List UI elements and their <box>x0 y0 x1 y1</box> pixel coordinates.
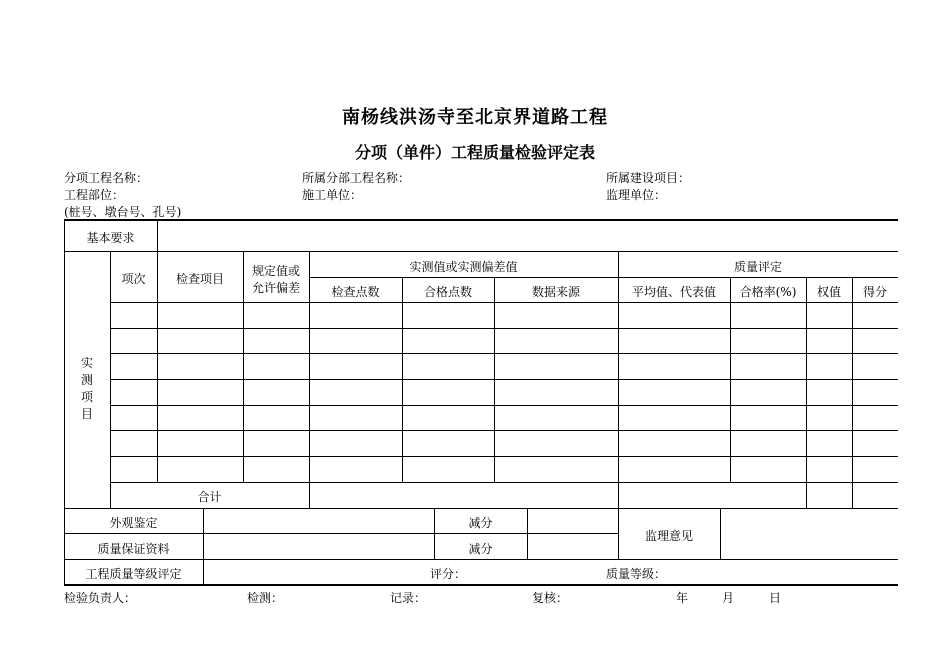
item-name-label: 分项工程名称： <box>64 171 149 185</box>
total-label: 合计 <box>197 490 222 504</box>
basic-requirements-label: 基本要求 <box>86 231 135 245</box>
score-label: 评分： <box>430 567 467 581</box>
tester-label: 检测： <box>247 591 284 605</box>
quality-grade-label: 质量等级： <box>606 567 667 581</box>
grade-evaluation-label: 工程质量等级评定 <box>85 567 182 581</box>
day-label: 日 <box>769 591 782 605</box>
quality-docs-label: 质量保证资料 <box>97 542 170 556</box>
col-check-points-header: 检查点数 <box>331 285 380 299</box>
col-average-header: 平均值、代表值 <box>631 285 716 299</box>
inspector-label: 检验负责人： <box>64 591 137 605</box>
year-label: 年 <box>676 591 689 605</box>
appearance-deduct-label: 减分 <box>468 516 493 530</box>
project-name-label: 所属建设项目： <box>606 171 691 185</box>
col-check-item-header: 检查项目 <box>175 272 224 286</box>
col-weight-header: 权值 <box>816 285 841 299</box>
col-index-header: 项次 <box>121 272 146 286</box>
constructor-label: 施工单位： <box>302 188 363 202</box>
quality-docs-deduct-label: 减分 <box>468 542 493 556</box>
supervisor-opinion-label: 监理意见 <box>644 529 693 543</box>
col-data-source-header: 数据来源 <box>531 285 580 299</box>
parent-name-label: 所属分部工程名称： <box>302 171 411 185</box>
col-spec-header-line1: 规定值或 <box>251 264 300 278</box>
appearance-label: 外观鉴定 <box>109 516 158 530</box>
measured-values-group-header: 实测值或实测偏差值 <box>409 260 518 274</box>
part-label: 工程部位： <box>64 188 125 202</box>
document-title: 南杨线洪汤寺至北京界道路工程 <box>342 107 608 128</box>
document-subtitle: 分项（单件）工程质量检验评定表 <box>354 143 595 162</box>
col-score-header: 得分 <box>862 285 887 299</box>
month-label: 月 <box>722 591 735 605</box>
col-pass-points-header: 合格点数 <box>423 285 472 299</box>
supervisor-label: 监理单位： <box>606 188 667 202</box>
recorder-label: 记录： <box>390 591 427 605</box>
quality-eval-group-header: 质量评定 <box>733 260 782 274</box>
reviewer-label: 复核： <box>532 591 569 605</box>
col-spec-header-line2: 允许偏差 <box>251 281 300 295</box>
col-pass-rate-header: 合格率(%) <box>739 285 797 299</box>
measured-items-label: 实测项目 <box>80 356 93 421</box>
part-note: (桩号、墩台号、孔号) <box>64 205 182 219</box>
